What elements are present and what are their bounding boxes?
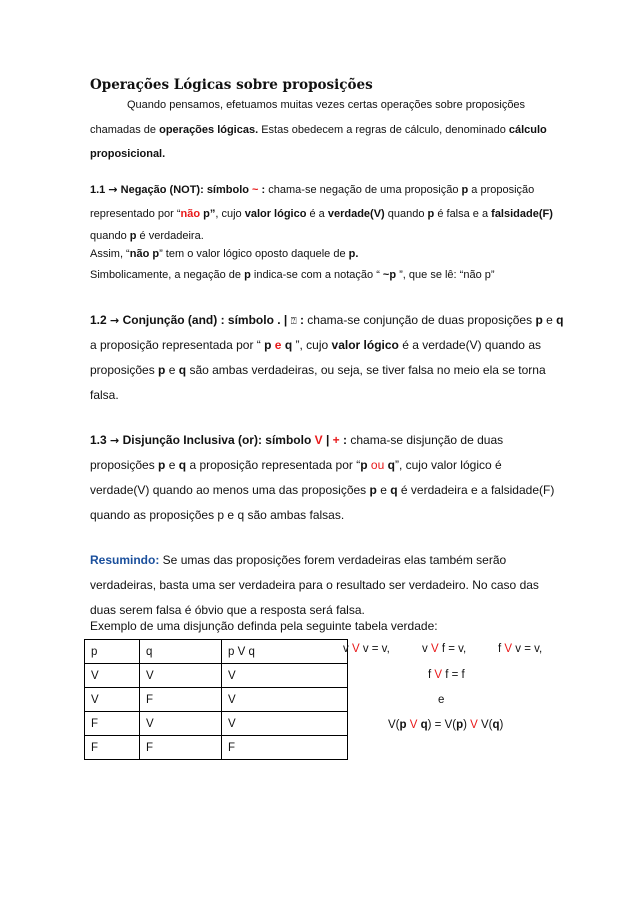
- page-title: Operações Lógicas sobre proposições: [90, 77, 373, 93]
- table-cell: F: [222, 736, 348, 760]
- truth-table: [84, 639, 348, 760]
- arrow-right-icon: →: [110, 314, 120, 327]
- table-row: [85, 688, 348, 712]
- header-cell: q: [140, 640, 222, 664]
- negation-line-5: Simbolicamente, a negação de p indica-se com a notação “ ~p ”, que se lê: “não p”: [90, 269, 495, 281]
- table-cell: V: [85, 664, 140, 688]
- missing-glyph-symbol: ⍰: [290, 316, 297, 327]
- disjunction-line-3: verdade(V) quando ao menos uma das proposições p e q é verdadeira e a falsidade(F): [90, 483, 555, 497]
- summary-line-2: verdadeiras, basta uma ser verdadeira para o resultado ser verdadeiro. No caso das: [90, 578, 539, 592]
- tilde-symbol: ~: [252, 184, 259, 196]
- negation-line-4: Assim, “não p” tem o valor lógico oposto daquele de p.: [90, 248, 359, 260]
- table-cell: F: [85, 712, 140, 736]
- header-cell: p V q: [222, 640, 348, 664]
- intro-line-1: Quando pensamos, efetuamos muitas vezes certas operações sobre proposições: [127, 99, 526, 111]
- table-cell: V: [85, 688, 140, 712]
- rule-connector: e: [438, 694, 445, 706]
- conjunction-line-2: a proposição representada por “ p e q ”, cujo valor lógico é a verdade(V) quando as: [90, 338, 541, 352]
- table-cell: F: [140, 736, 222, 760]
- table-header-row: [85, 640, 348, 664]
- table-row: [85, 712, 348, 736]
- negation-line-3: quando p é verdadeira.: [90, 230, 204, 242]
- table-row: [85, 664, 348, 688]
- intro-line-3: proposicional.: [90, 148, 166, 160]
- negation-heading: 1.1 → Negação (NOT): símbolo ~ : chama-se negação de uma proposição p a proposição: [90, 183, 535, 196]
- table-cell: F: [85, 736, 140, 760]
- summary-line-1: Resumindo: Se umas das proposições forem verdadeiras elas também serão: [90, 553, 507, 567]
- disjunction-line-4: quando as proposições p e q são ambas falsas.: [90, 508, 345, 522]
- arrow-right-icon: →: [110, 434, 120, 447]
- summary-line-3: duas serem falsa é óbvio que a resposta será falsa.: [90, 603, 365, 617]
- summary-label: Resumindo:: [90, 553, 160, 567]
- rule-f-or-f: f V f = f: [428, 669, 465, 681]
- table-cell: V: [140, 712, 222, 736]
- conjunction-line-3: proposições p e q são ambas verdadeiras, ou seja, se tiver falsa no meio ela se torna: [90, 363, 546, 377]
- table-cell: F: [140, 688, 222, 712]
- disjunction-line-2: proposições p e q a proposição representada por “p ou q”, cujo valor lógico é: [90, 458, 502, 472]
- example-intro: Exemplo de uma disjunção definda pela seguinte tabela verdade:: [90, 619, 438, 633]
- table-cell: V: [222, 688, 348, 712]
- disjunction-heading: 1.3 → Disjunção Inclusiva (or): símbolo V | + : chama-se disjunção de duas: [90, 433, 504, 447]
- rule-f-or-v: f V v = v,: [498, 643, 543, 655]
- conjunction-heading: 1.2 → Conjunção (and) : símbolo . | ⍰ : chama-se conjunção de duas proposições p e q: [90, 313, 564, 327]
- table-cell: V: [140, 664, 222, 688]
- table-cell: V: [222, 712, 348, 736]
- intro-line-2: chamadas de operações lógicas. Estas obedecem a regras de cálculo, denominado cálculo: [90, 124, 547, 136]
- table-cell: V: [222, 664, 348, 688]
- negation-line-2: representado por “não p”, cujo valor lógico é a verdade(V) quando p é falsa e a falsidade(F): [90, 208, 553, 220]
- header-cell: p: [85, 640, 140, 664]
- disjunction-formula: V(p V q) = V(p) V V(q): [388, 719, 504, 731]
- rule-v-or-v: v V v = v,: [343, 643, 390, 655]
- table-row: [85, 736, 348, 760]
- conjunction-line-4: falsa.: [90, 388, 119, 402]
- arrow-right-icon: →: [108, 183, 118, 196]
- rule-v-or-f: v V f = v,: [422, 643, 467, 655]
